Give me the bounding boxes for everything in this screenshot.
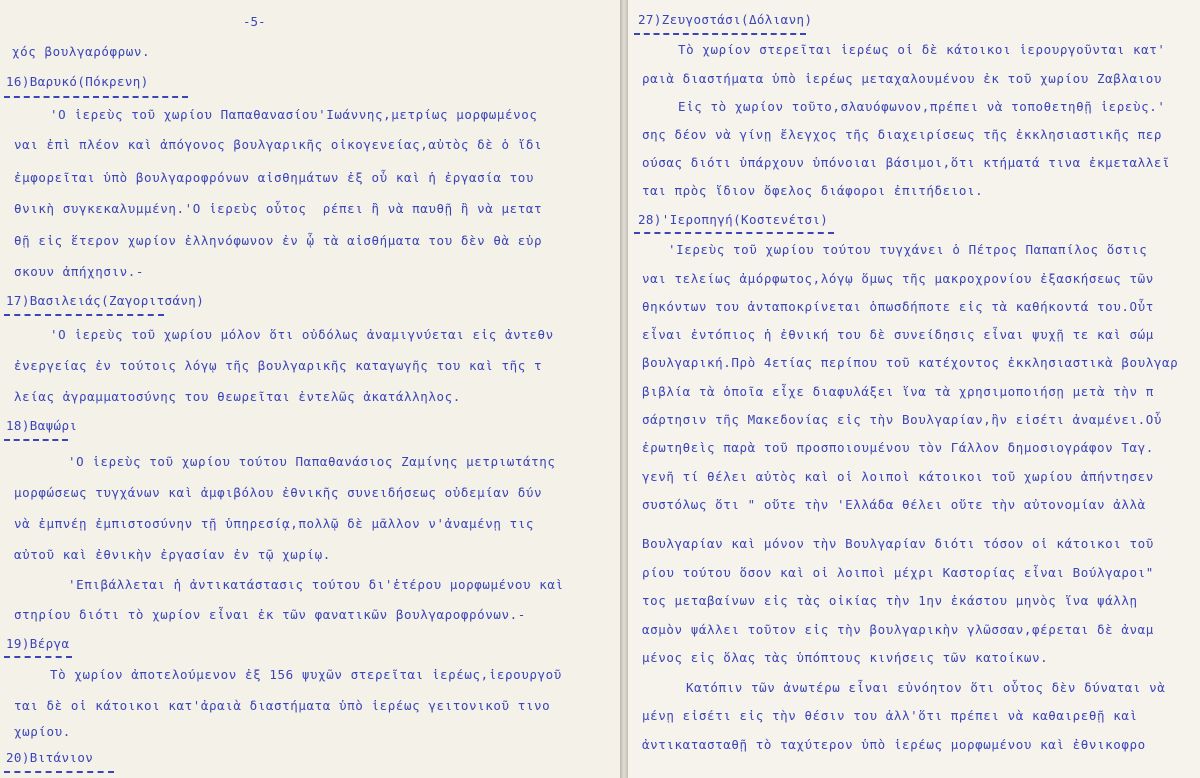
text-line: χός βουλγαρόφρων.	[12, 44, 151, 59]
text-line: θηκόντων του ἀνταποκρίνεται ὁπωσδήποτε εἰς τὰ καθήκοντά του.Οὗτ	[642, 299, 1154, 314]
section-heading-20: 20)Βιτάνιον	[6, 750, 94, 765]
heading-underline	[634, 232, 834, 234]
section-heading-27: 27)Ζευγοστάσι(Δόλιανη)	[638, 12, 813, 27]
text-line: ἐνεργείας ἐν τούτοις λόγῳ τῆς βουλγαρικῆς καταγωγῆς του καὶ τῆς τ	[14, 358, 543, 373]
heading-underline	[4, 771, 114, 773]
text-line: ναι τελείως ἀμόρφωτος,λόγῳ ὅμως τῆς μακροχρονίου ἐξασκήσεως τῶν	[642, 271, 1154, 286]
text-line: θῇ εἰς ἕτερον χωρίον ἑλληνόφωνον ἐν ᾧ τὰ αἰσθήματα του δὲν θὰ εὑρ	[14, 233, 543, 248]
text-line: σης δέον νὰ γίνῃ ἔλεγχος τῆς διαχειρίσεως τῆς ἐκκλησιαστικῆς περ	[642, 127, 1163, 142]
text-line: ναι ἐπὶ πλέον καὶ ἀπόγονος βουλγαρικῆς οἰκογενείας,αὐτὸς δὲ ὁ ἴδι	[14, 137, 543, 152]
text-line: ασμὸν ψάλλει τοῦτον εἰς τὴν βουλγαρικὴν γλῶσσαν,φέρεται δὲ ἀναμ	[642, 622, 1154, 637]
heading-underline	[4, 656, 72, 658]
text-line: ἐρωτηθεὶς παρὰ τοῦ προσποιουμένου τὸν Γάλλον δημοσιογράφον Ταγ.	[642, 440, 1154, 455]
text-line: 'Ο ἱερεὺς τοῦ χωρίου μόλον ὅτι οὐδόλως ἀναμιγνύεται εἰς ἀντεθν	[50, 327, 554, 342]
section-heading-18: 18)Βαψώρι	[6, 418, 78, 433]
heading-underline	[4, 314, 164, 316]
text-line: ραιὰ διαστήματα ὑπὸ ἱερέως μεταχαλουμένου ἐκ τοῦ χωρίου Ζαβλαιου	[642, 71, 1163, 86]
text-line: ούσας διότι ὑπάρχουν ὑπόνοιαι βάσιμοι,ὅτι κτήματά τινα ἐκμεταλλεῖ	[642, 155, 1171, 170]
heading-underline	[4, 439, 68, 441]
text-line: Κατόπιν τῶν ἀνωτέρω εἶναι εὐνόητον ὅτι οὗτος δὲν δύναται νὰ	[686, 680, 1166, 695]
text-line: 'Ιερεὺς τοῦ χωρίου τούτου τυγχάνει ὁ Πέτρος Παπαπίλος ὅστις	[668, 242, 1148, 257]
section-heading-16: 16)Βαρυκό(Πόκρενη)	[6, 74, 149, 89]
text-line: τος μεταβαίνων εἰς τὰς οἰκίας τὴν 1ην ἑκάστου μηνὸς ἵνα ψάλλῃ	[642, 593, 1138, 608]
heading-underline	[4, 96, 188, 98]
text-line: νὰ ἐμπνέῃ ἐμπιστοσύνην τῇ ὑπηρεσίᾳ,πολλῷ δὲ μᾶλλον ν'ἀναμένῃ τις	[14, 516, 535, 531]
text-line: 'Επιβάλλεται ἡ ἀντικατάστασις τούτου δι'ἑτέρου μορφωμένου καὶ	[68, 577, 564, 592]
text-line: μένος εἰς ὅλας τὰς ὑπόπτους κινήσεις τῶν κατοίκων.	[642, 650, 1049, 665]
text-line: χωρίου.	[14, 724, 71, 739]
text-line: σκουν ἀπήχησιν.-	[14, 264, 145, 279]
heading-underline	[634, 33, 806, 35]
text-line: βιβλία τὰ ὁποῖα εἶχε διαφυλάξει ἵνα τὰ χρησιμοποιήσῃ μετὰ τὴν π	[642, 384, 1154, 399]
text-line: ἀντικατασταθῇ τὸ ταχύτερον ὑπὸ ἱερέως μορφωμένου καὶ ἐθνικοφρο	[642, 737, 1146, 752]
text-line: βουλγαρική.Πρὸ 4ετίας περίπου τοῦ κατέχοντος ἐκκλησιαστικὰ βουλγαρ	[642, 355, 1179, 370]
text-line: θνικὴ συγκεκαλυμμένη.'Ο ἱερεὺς οὗτος ρέπει ἢ νὰ παυθῇ ἢ νὰ μετατ	[14, 201, 543, 216]
text-line: συστόλως ὅτι " οὔτε τὴν 'Ελλάδα θέλει οὔτε τὴν αὐτονομίαν ἀλλὰ	[642, 497, 1146, 512]
section-heading-28: 28)'Ιεροπηγή(Κοστενέτσι)	[638, 212, 829, 227]
text-line: Τὸ χωρίον στερεῖται ἱερέως οἱ δὲ κάτοικοι ἱερουργοῦνται κατ'	[678, 42, 1166, 57]
text-line: εἶναι ἐντόπιος ἡ ἐθνική του δὲ συνείδησις εἶναι ψυχῇ τε καὶ σώμ	[642, 327, 1154, 342]
text-line: 'Ο ἱερεὺς τοῦ χωρίου τούτου Παπαθανάσιος Ζαμίνης μετριωτάτης	[68, 454, 556, 469]
text-line: μένῃ εἰσέτι εἰς τὴν θέσιν του ἀλλ'ὅτι πρέπει νὰ καθαιρεθῇ καὶ	[642, 708, 1138, 723]
text-line: ρίου τούτου ὅσον καὶ οἱ λοιποὶ μέχρι Καστορίας εἶναι Βούλγαροι"	[642, 565, 1154, 580]
text-line: Τὸ χωρίον ἀποτελούμενον ἐξ 156 ψυχῶν στερεῖται ἱερέως,ἱερουργοῦ	[50, 667, 562, 682]
text-line: μορφώσεως τυγχάνων καὶ ἀμφιβόλου ἐθνικῆς συνειδήσεως οὐδεμίαν δύν	[14, 485, 543, 500]
text-line: λείας ἀγραμματοσύνης του θεωρεῖται ἐντελῶς ἀκατάλληλος.	[14, 389, 461, 404]
text-line: αὐτοῦ καὶ ἐθνικὴν ἐργασίαν ἐν τῷ χωρίῳ.	[14, 547, 331, 562]
text-line: σάρτησιν τῆς Μακεδονίας εἰς τὴν Βουλγαρίαν,ἣν εἰσέτι ἀναμένει.Οὗ	[642, 412, 1163, 427]
text-line: ται πρὸς ἴδιον ὄφελος διάφοροι ἐπιτήδειοι.	[642, 183, 984, 198]
section-heading-17: 17)Βασιλειάς(Ζαγοριτσάνη)	[6, 293, 205, 308]
right-page	[628, 0, 1200, 778]
text-line: ται δὲ οἱ κάτοικοι κατ'ἀραιὰ διαστήματα ὑπὸ ἱερέως γειτονικοῦ τινο	[14, 698, 551, 713]
text-line: γενῆ τί θέλει αὐτὸς καὶ οἱ λοιποὶ κάτοικοι τοῦ χωρίου ἀπήντησεν	[642, 469, 1154, 484]
page-number: -5-	[243, 14, 266, 29]
text-line: ἐμφορεῖται ὑπὸ βουλγαροφρόνων αἰσθημάτων ἐξ οὗ καὶ ἡ ἐργασία του	[14, 170, 535, 185]
text-line: 'Ο ἱερεὺς τοῦ χωρίου Παπαθανασίου'Ιωάννης,μετρίως μορφωμένος	[50, 107, 538, 122]
section-heading-19: 19)Βέργα	[6, 636, 70, 651]
text-line: Βουλγαρίαν καὶ μόνον τὴν Βουλγαρίαν διότι τόσον οἱ κάτοικοι τοῦ	[642, 536, 1154, 551]
text-line: στηρίου διότι τὸ χωρίον εἶναι ἐκ τῶν φανατικῶν βουλγαροφρόνων.-	[14, 607, 526, 622]
binding-gutter	[620, 0, 628, 778]
text-line: Εἰς τὸ χωρίον τοῦτο,σλαυόφωνον,πρέπει νὰ τοποθετηθῇ ἱερεὺς.'	[678, 99, 1166, 114]
